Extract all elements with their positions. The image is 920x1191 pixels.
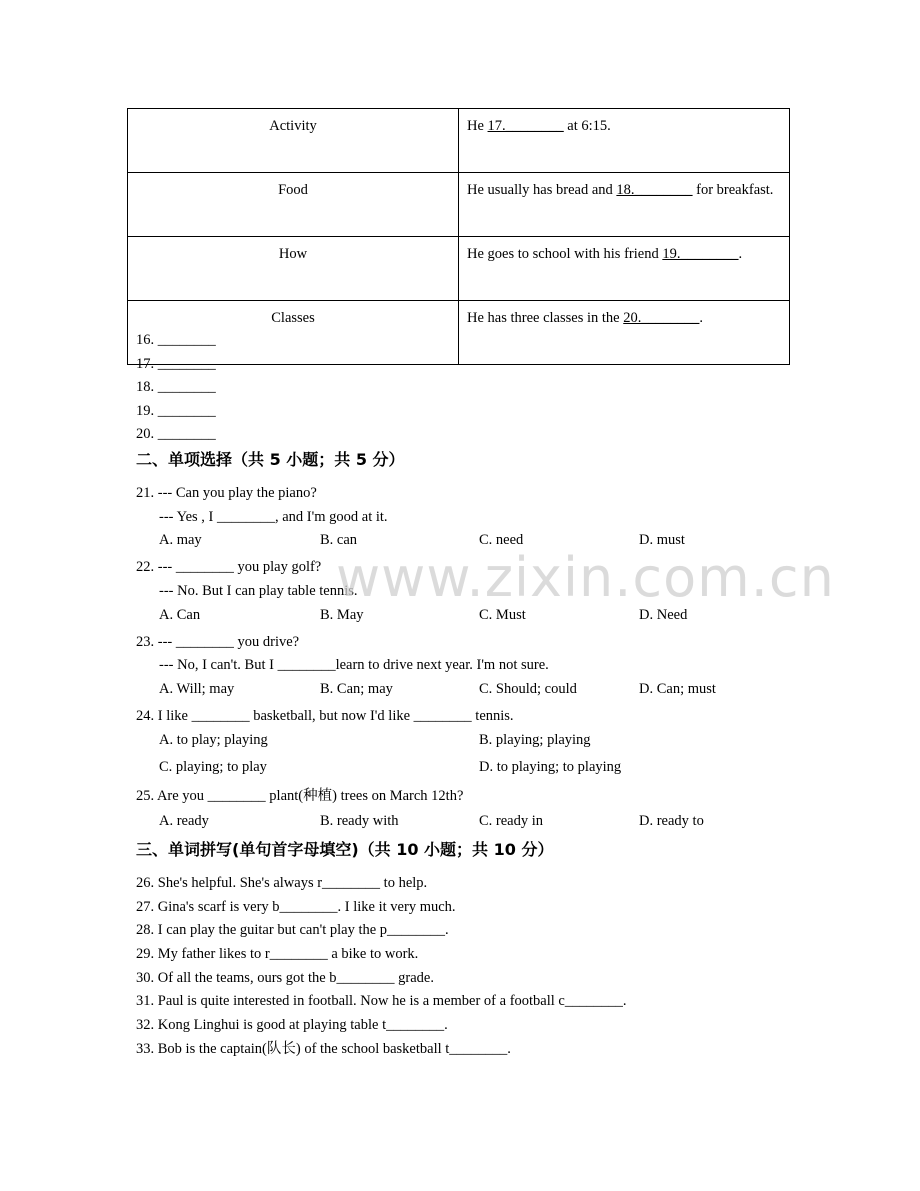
question-stem: 23. --- ________ you drive? <box>136 634 300 650</box>
option-c[interactable]: C. Should; could <box>479 681 577 697</box>
spelling-item[interactable]: 29. My father likes to r________ a bike to work. <box>136 946 419 962</box>
question-stem: 24. I like ________ basketball, but now I'd like ________ tennis. <box>136 708 514 724</box>
option-a[interactable]: A. ready <box>159 813 209 829</box>
option-d[interactable]: D. to playing; to playing <box>479 759 622 775</box>
option-a[interactable]: A. Can <box>159 607 201 623</box>
option-d[interactable]: D. Need <box>639 607 688 623</box>
question-stem: 25. Are you ________ plant(种植) trees on March 12th? <box>136 788 464 804</box>
option-c[interactable]: C. need <box>479 532 524 548</box>
option-a[interactable]: A. may <box>159 532 202 548</box>
question-line: --- No. But I can play table tennis. <box>159 583 358 599</box>
answer-line-19[interactable]: 19. ________ <box>136 403 216 419</box>
row-value: He 17.________ at 6:15. <box>459 109 790 173</box>
row-value: He has three classes in the 20.________. <box>459 301 790 365</box>
question-line: --- Yes , I ________, and I'm good at it. <box>159 509 388 525</box>
option-d[interactable]: D. ready to <box>639 813 704 829</box>
section-heading: 二、单项选择（共 5 小题；共 5 分） <box>136 450 405 469</box>
option-b[interactable]: B. ready with <box>320 813 399 829</box>
option-a[interactable]: A. to play; playing <box>159 732 268 748</box>
answer-line-16[interactable]: 16. ________ <box>136 332 216 348</box>
spelling-item[interactable]: 32. Kong Linghui is good at playing table t________. <box>136 1017 448 1033</box>
spelling-item[interactable]: 28. I can play the guitar but can't play the p________. <box>136 922 449 938</box>
section-heading: 三、单词拼写(单句首字母填空)（共 10 小题；共 10 分） <box>136 840 554 859</box>
option-b[interactable]: B. Can; may <box>320 681 393 697</box>
question-stem: 22. --- ________ you play golf? <box>136 559 322 575</box>
row-label: Food <box>128 173 459 237</box>
table-row <box>128 301 790 365</box>
option-b[interactable]: B. can <box>320 532 358 548</box>
option-c[interactable]: C. playing; to play <box>159 759 267 775</box>
option-b[interactable]: B. playing; playing <box>479 732 591 748</box>
option-b[interactable]: B. May <box>320 607 364 623</box>
blank-18[interactable]: 18.________ <box>616 182 693 198</box>
row-value: He goes to school with his friend 19.________. <box>459 237 790 301</box>
question-line: --- No, I can't. But I ________learn to drive next year. I'm not sure. <box>159 657 549 673</box>
answer-line-18[interactable]: 18. ________ <box>136 379 216 395</box>
spelling-item[interactable]: 30. Of all the teams, ours got the b________ grade. <box>136 970 434 986</box>
watermark: www.zixin.com.cn <box>336 546 835 609</box>
info-table <box>127 108 790 365</box>
table-row <box>128 237 790 301</box>
option-c[interactable]: C. ready in <box>479 813 544 829</box>
table-row <box>128 109 790 173</box>
option-d[interactable]: D. must <box>639 532 685 548</box>
row-label: Activity <box>128 109 459 173</box>
row-label: Classes <box>128 301 459 365</box>
spelling-item[interactable]: 27. Gina's scarf is very b________. I like it very much. <box>136 899 456 915</box>
blank-17[interactable]: 17.________ <box>487 118 564 134</box>
table-row <box>128 173 790 237</box>
answer-line-17[interactable]: 17. ________ <box>136 356 216 372</box>
spelling-item[interactable]: 26. She's helpful. She's always r________ to help. <box>136 875 428 891</box>
spelling-item[interactable]: 33. Bob is the captain(队长) of the school basketball t________. <box>136 1041 511 1057</box>
option-a[interactable]: A. Will; may <box>159 681 235 697</box>
blank-20[interactable]: 20.________ <box>623 310 700 326</box>
row-label: How <box>128 237 459 301</box>
option-d[interactable]: D. Can; must <box>639 681 716 697</box>
option-c[interactable]: C. Must <box>479 607 526 623</box>
question-stem: 21. --- Can you play the piano? <box>136 485 317 501</box>
spelling-item[interactable]: 31. Paul is quite interested in football. Now he is a member of a football c________. <box>136 993 627 1009</box>
row-value: He usually has bread and 18.________ for breakfast. <box>459 173 790 237</box>
blank-19[interactable]: 19.________ <box>662 246 739 262</box>
answer-line-20[interactable]: 20. ________ <box>136 426 216 442</box>
